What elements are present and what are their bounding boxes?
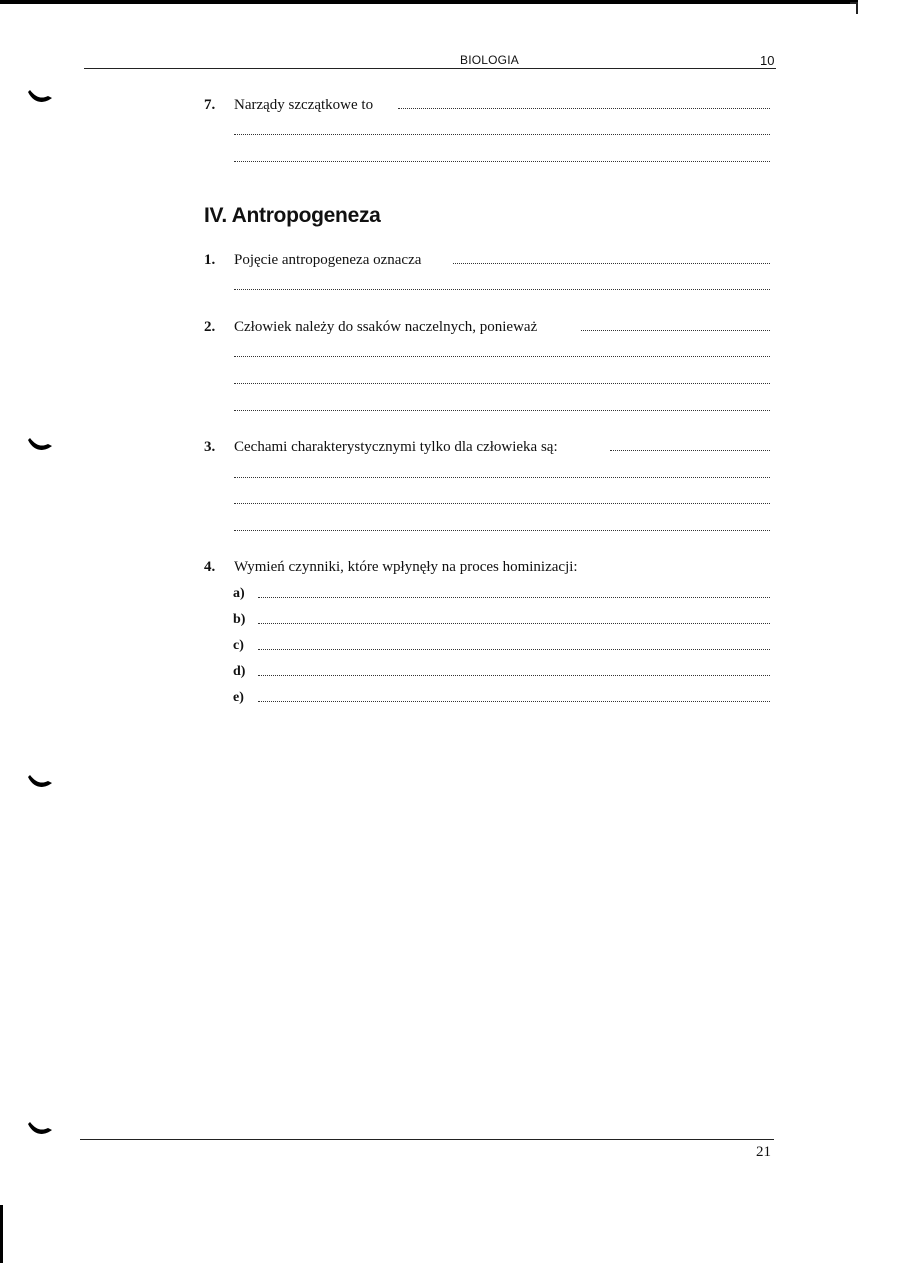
running-header-subject: BIOLOGIA	[460, 53, 519, 67]
question-text: Wymień czynniki, które wpłynęły na proces hominizacji:	[234, 559, 578, 575]
answer-item-label: b)	[233, 612, 246, 627]
answer-line[interactable]	[258, 675, 770, 676]
section-title: IV. Antropogeneza	[204, 204, 381, 227]
answer-line[interactable]	[234, 134, 770, 135]
answer-item-label: a)	[233, 586, 245, 601]
answer-line[interactable]	[453, 263, 770, 264]
header-rule	[84, 68, 776, 69]
answer-line[interactable]	[258, 649, 770, 650]
question-number: 1.	[204, 252, 216, 268]
answer-line[interactable]	[258, 597, 770, 598]
punch-hole-mark	[28, 775, 54, 791]
answer-line[interactable]	[398, 108, 770, 109]
top-scan-edge	[0, 0, 858, 4]
answer-item-label: e)	[233, 690, 244, 705]
answer-line[interactable]	[234, 356, 770, 357]
answer-line[interactable]	[234, 383, 770, 384]
answer-line[interactable]	[234, 410, 770, 411]
answer-line[interactable]	[234, 289, 770, 290]
answer-line[interactable]	[581, 330, 770, 331]
answer-line[interactable]	[234, 161, 770, 162]
binding-edge	[0, 1205, 3, 1263]
question-text: Pojęcie antropogeneza oznacza	[234, 252, 422, 268]
punch-hole-mark	[28, 438, 54, 454]
page-number: 21	[756, 1144, 771, 1160]
footer-rule	[80, 1139, 774, 1140]
question-text: Narządy szczątkowe to	[234, 97, 374, 113]
question-number: 7.	[204, 97, 216, 113]
question-text: Człowiek należy do ssaków naczelnych, ponieważ	[234, 319, 538, 335]
answer-line[interactable]	[258, 623, 770, 624]
question-number: 3.	[204, 439, 216, 455]
answer-line[interactable]	[234, 477, 770, 478]
question-number: 4.	[204, 559, 216, 575]
question-text: Cechami charakterystycznymi tylko dla człowieka są:	[234, 439, 558, 455]
punch-hole-mark	[28, 1122, 54, 1138]
answer-line[interactable]	[234, 530, 770, 531]
running-header-page-ref: 10	[760, 53, 775, 68]
answer-line[interactable]	[610, 450, 770, 451]
top-scan-corner	[850, 2, 858, 14]
answer-item-label: d)	[233, 664, 246, 679]
answer-line[interactable]	[258, 701, 770, 702]
punch-hole-mark	[28, 90, 54, 106]
answer-line[interactable]	[234, 503, 770, 504]
answer-item-label: c)	[233, 638, 244, 653]
question-number: 2.	[204, 319, 216, 335]
